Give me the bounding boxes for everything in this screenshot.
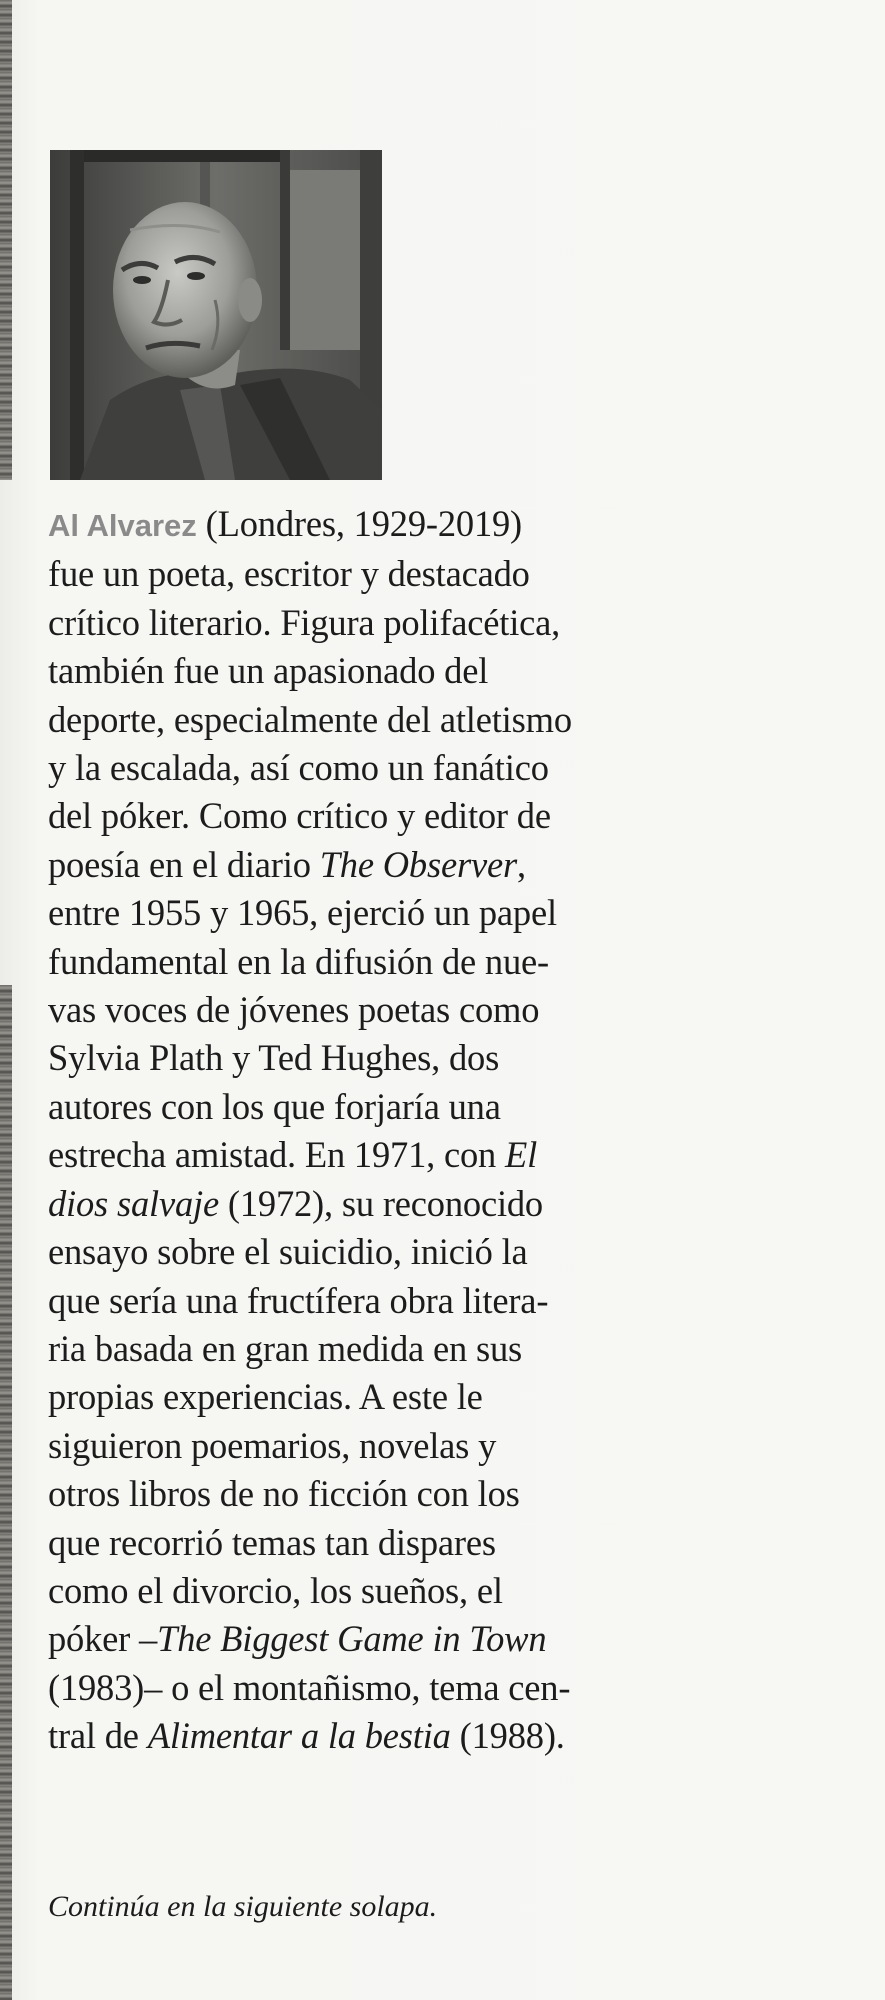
bio-line: [48, 500, 648, 550]
bio-line: [48, 1664, 648, 1712]
bio-line: [48, 792, 648, 840]
bio-italic-title: El: [505, 1134, 538, 1176]
bio-text: crítico literario. Figura polifacética,: [48, 601, 561, 643]
bio-line: [48, 599, 648, 647]
bio-text: estrecha amistad. En 1971, con: [48, 1134, 506, 1176]
bio-text: otros libros de no ficción con los: [48, 1473, 520, 1515]
bio-text: como el divorcio, los sueños, el: [48, 1569, 503, 1611]
bio-text: que sería una fructífera obra litera-: [48, 1279, 549, 1321]
bio-line: [48, 1567, 648, 1615]
bio-text: tral de: [48, 1715, 148, 1757]
bio-line: [48, 647, 648, 695]
bio-text: (1983)– o el montañismo, tema cen-: [48, 1666, 571, 1708]
bio-line: [48, 1083, 648, 1131]
bio-line: [48, 1615, 648, 1663]
bio-line: [48, 1519, 648, 1567]
bio-line: [48, 1373, 648, 1421]
bio-line: [48, 889, 648, 937]
bio-text: vas voces de jóvenes poetas como: [48, 989, 540, 1031]
author-bio: [48, 500, 648, 1761]
bio-line: [48, 1277, 648, 1325]
bio-italic-title: dios salvaje: [48, 1182, 219, 1224]
bio-text: fundamental en la difusión de nue-: [48, 940, 549, 982]
bio-text: (1988).: [450, 1715, 565, 1757]
bio-line: [48, 938, 648, 986]
bio-line: [48, 1228, 648, 1276]
bio-text: póker –: [48, 1618, 158, 1660]
bio-line: [48, 1325, 648, 1373]
bio-line: [48, 841, 648, 889]
bio-line: [48, 550, 648, 598]
bio-italic-title: The Observer: [319, 843, 517, 885]
bio-text: deporte, especialmente del atletismo: [48, 698, 572, 740]
bio-line: [48, 696, 648, 744]
author-photo: [50, 150, 382, 480]
bio-line: [48, 1034, 648, 1082]
bio-text: fue un poeta, escritor y destacado: [48, 553, 530, 595]
bio-italic-title: The Biggest Game in Town: [157, 1618, 547, 1660]
bio-text: autores con los que forjaría una: [48, 1085, 501, 1127]
bio-line: [48, 1422, 648, 1470]
bio-line: [48, 1180, 648, 1228]
bio-text: y la escalada, así como un fanático: [48, 747, 549, 789]
bio-text: entre 1955 y 1965, ejerció un papel: [48, 892, 557, 934]
bio-text: poesía en el diario: [48, 843, 320, 885]
bio-text: ensayo sobre el suicidio, inició la: [48, 1231, 528, 1273]
bio-text: (Londres, 1929-2019): [196, 503, 522, 544]
bio-text: que recorrió temas tan dispares: [48, 1521, 496, 1563]
bio-text: ,: [517, 843, 526, 885]
bio-line: [48, 744, 648, 792]
bio-text: del póker. Como crítico y editor de: [48, 795, 551, 837]
bio-text: Sylvia Plath y Ted Hughes, dos: [48, 1037, 500, 1079]
cover-edge-bottom: [0, 985, 12, 2000]
bio-text: ria basada en gran medida en sus: [48, 1327, 522, 1369]
continue-note: Continúa en la siguiente solapa.: [48, 1890, 438, 1923]
bio-line: [48, 986, 648, 1034]
bio-text: propias experiencias. A este le: [48, 1376, 483, 1418]
author-name: Al Alvarez: [48, 508, 197, 543]
cover-edge-top: [0, 0, 12, 480]
bio-text: (1972), su reconocido: [218, 1182, 543, 1224]
bio-line: [48, 1470, 648, 1518]
bio-line: [48, 1131, 648, 1179]
bio-italic-title: Alimentar a la bestia: [147, 1715, 451, 1757]
bio-text: también fue un apasionado del: [48, 650, 489, 692]
bio-text: siguieron poemarios, novelas y: [48, 1424, 497, 1466]
bio-line: [48, 1712, 648, 1760]
